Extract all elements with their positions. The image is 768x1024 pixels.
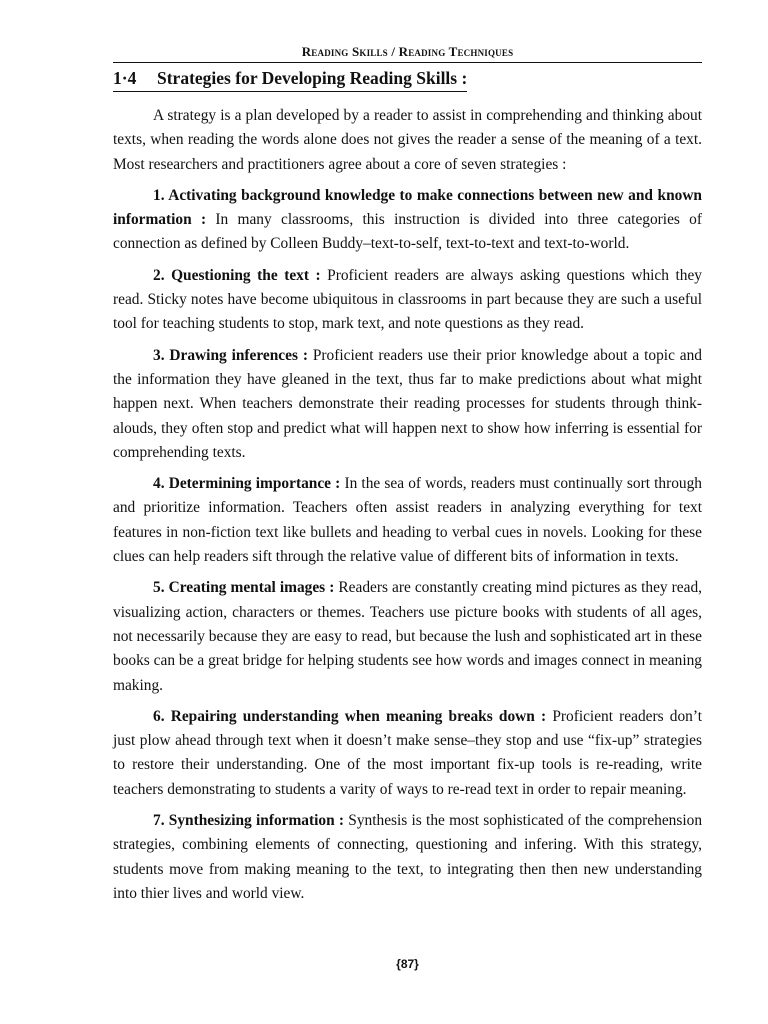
- strategy-heading: 4. Determining importance :: [153, 475, 341, 493]
- intro-paragraph: A strategy is a plan developed by a reader to assist in comprehending and thinking about texts, when reading the words alone does not gives the reader a sense of the meaning of a text. Most researchers and practitioners agree about a core of seven strategies :: [113, 107, 702, 173]
- strategy-heading: 6. Repairing understanding when meaning breaks down :: [153, 707, 547, 725]
- strategy-heading: 5. Creating mental images :: [153, 579, 335, 597]
- strategy-paragraph-5: [113, 576, 702, 697]
- running-head: Reading Skills / Reading Techniques: [301, 44, 514, 59]
- strategy-paragraph-7: [113, 809, 702, 906]
- strategy-heading: 2. Questioning the text :: [153, 266, 321, 284]
- strategy-text: Proficient readers use their prior knowledge about a topic and the information they have gleaned in the text, thus far to make predictions about what might happen next. When teachers demonstrate their reading processes for students through think-alouds, they often stop and predict what will happen next to show how inferring is essential for comprehending texts.: [113, 346, 702, 461]
- strategy-text: Proficient readers are always asking questions which they read. Sticky notes have become ubiquitous in classrooms in part because they are such a useful tool for teaching students to stop, mark text, and note questions as they read.: [113, 266, 702, 333]
- strategy-paragraph-2: [113, 264, 702, 337]
- strategy-paragraph-4: [113, 472, 702, 569]
- strategy-heading: 7. Synthesizing information :: [153, 812, 345, 830]
- strategy-text: Synthesis is the most sophisticated of the comprehension strategies, combining elements of connecting, questioning and infering. With this strategy, students move from making meaning to the text, to integrating then then new understanding into thier lives and world view.: [113, 812, 703, 902]
- strategy-heading: 3. Drawing inferences :: [153, 346, 308, 364]
- strategy-paragraph-1: [113, 184, 702, 257]
- page-number: {87}: [396, 957, 419, 971]
- strategy-text: In many classrooms, this instruction is divided into three categories of connection as defined by Colleen Buddy–text-to-self, text-to-text and text-to-world.: [113, 211, 703, 253]
- header-rule: [113, 62, 702, 63]
- strategy-paragraph-3: [113, 344, 702, 465]
- document-page: [113, 0, 702, 1024]
- strategy-heading: 1. Activating background knowledge to make connections between new and known information :: [113, 186, 702, 229]
- section-number: 1·4: [113, 68, 137, 88]
- strategy-text: In the sea of words, readers must continually sort through and prioritize information. Teachers often assist readers in analyzing everything for text features in non-fiction text like bullets and heading to verbal cues in novels. Looking for these clues can help readers sift through the relative value of different bits of information in texts.: [113, 475, 703, 566]
- strategy-paragraph-6: [113, 705, 702, 802]
- section-heading: [113, 68, 467, 92]
- strategy-text: Proficient readers don’t just plow ahead through text when it doesn’t make sense–they stop and use “fix-up” strategies to restore their understanding. One of the most important fix-up tools is re-reading, write teachers demonstrating to students a varity of ways to re-read text in order to repair meaning.: [113, 707, 702, 798]
- body-text: [113, 104, 702, 913]
- strategy-text: Readers are constantly creating mind pictures as they read, visualizing action, characters or themes. Teachers use picture books with students of all ages, not necessarily because they are easy to read, but because the lush and sophisticated art in these books can be a great bridge for helping students see how words and images connect in meaning making.: [113, 579, 702, 694]
- section-title: Strategies for Developing Reading Skills :: [157, 68, 468, 88]
